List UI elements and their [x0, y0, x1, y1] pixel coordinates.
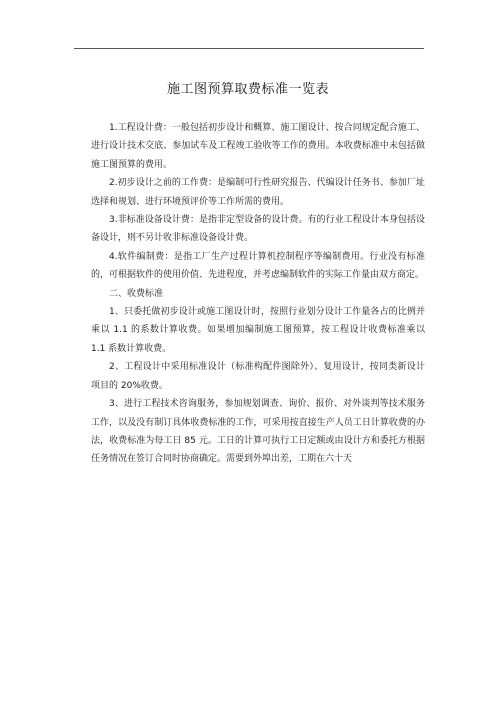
paragraph-standard-2: 2、工程设计中采用标准设计（标准构配件图除外）、复用设计，按同类新设计项目的 20%收费。 — [91, 362, 425, 391]
paragraph-engineering-design-fee: 1.工程设计费：一般包括初步设计和概算、施工图设计、按合同规定配合施工、进行设计技术交底、参加试车及工程竣工验收等工作的费用。本收费标准中未包括做施工图预算的费用。 — [91, 123, 425, 170]
section-heading-fee-standards: 二、收费标准 — [109, 288, 164, 299]
paragraph-standard-3: 3、进行工程技术咨询服务，参加规划调查、询价、报价、对外谈判等技术服务工作，以及没有制订具体收费标准的工作，可采用按直接生产人员工日计算收费的办法，收费标准为每工日 85 元。工日的计算可执行工日定额或由设计方和委托方根据任务情况在签订合同时协商确定。需要到外埠出差，工期在六十天 — [91, 399, 425, 465]
paragraph-nonstandard-equipment-fee: 3.非标准设备设计费：是指非定型设备的设计费。有的行业工程设计本身包括设备设计，则不另计收非标准设备设计费。 — [91, 215, 425, 244]
paragraph-standard-1: 1、只委托做初步设计或施工图设计时，按照行业划分设计工作量各占的比例并乘以 1.1 的系数计算收费。如果增加编制施工图预算，按工程设计收费标准乘以 1.1 系数计算收费。 — [91, 307, 425, 354]
header-rule — [74, 48, 424, 49]
paragraph-preliminary-work-fee: 2.初步设计之前的工作费：是编制可行性研究报告、代编设计任务书、参加厂址选择和规划、进行环境预评价等工作所需的费用。 — [91, 178, 425, 207]
paragraph-software-fee: 4.软件编制费：是指工厂生产过程计算机控制程序等编制费用。行业没有标准的，可根据软件的使用价值、先进程度，并考虑编制软件的实际工作量由双方商定。 — [91, 251, 425, 281]
document-body — [91, 119, 425, 469]
page-title: 施工图预算取费标准一览表 — [166, 82, 329, 97]
